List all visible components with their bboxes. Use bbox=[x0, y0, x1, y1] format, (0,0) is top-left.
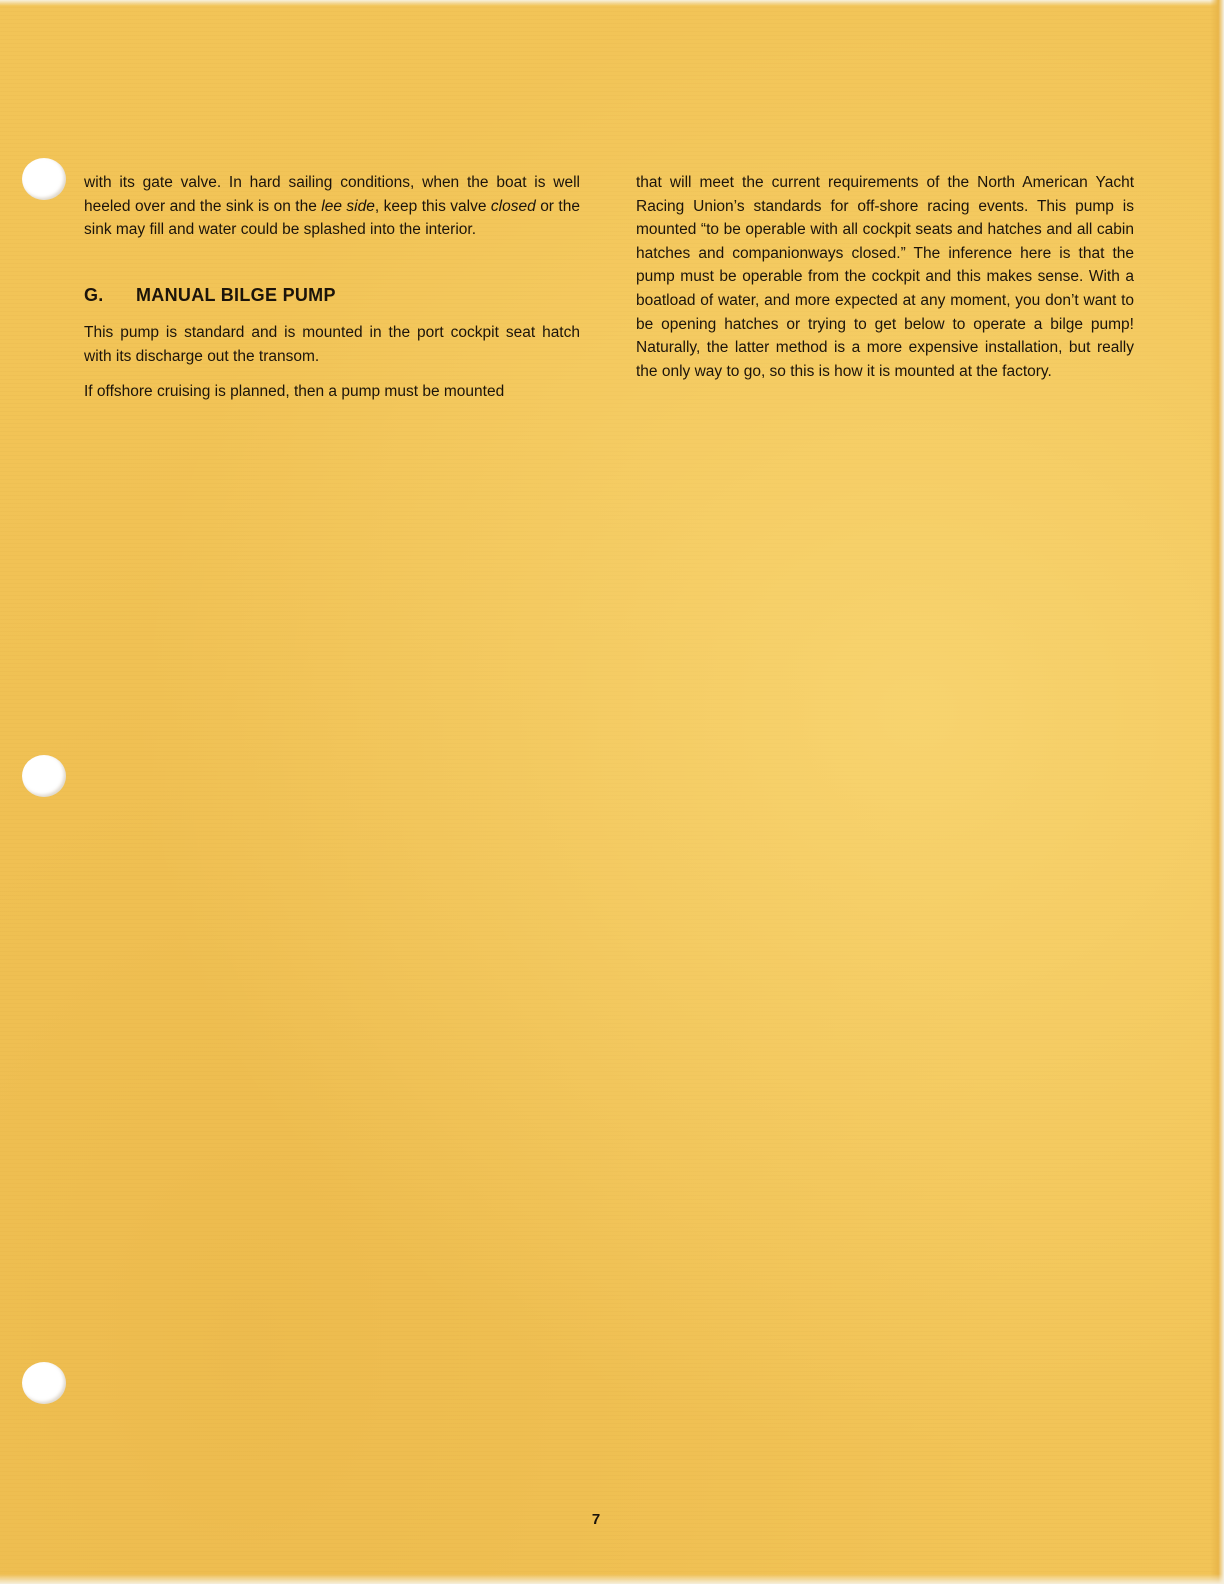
section-title: MANUAL BILGE PUMP bbox=[136, 284, 336, 305]
paragraph-text: , keep this valve bbox=[374, 197, 491, 215]
emphasis-lee-side: lee side bbox=[321, 197, 375, 215]
requirements-paragraph: that will meet the current requirements of the North American Yacht Racing Union’s standards for off-shore racing events. This pump is mounted “to be operable with all cockpit seats and hatches and all cabin hatches and companionways closed.” The inference here is that the pump must be operable from the cockpit and this makes sense. With a boatload of water, and more expected at any moment, you don’t want to be opening hatches or trying to get below to operate a bilge pump! Naturally, the latter method is a more expensive installation, but really the only way to go, so this is how it is mounted at the factory. bbox=[636, 174, 1134, 380]
binder-hole-middle bbox=[22, 755, 66, 797]
continued-paragraph bbox=[84, 171, 580, 242]
page-top-edge bbox=[0, 0, 1224, 6]
page-number: 7 bbox=[591, 1511, 601, 1528]
paragraph-text: or the sink may fill and water could be splashed into the interior. bbox=[84, 197, 580, 239]
section-number: G. bbox=[84, 284, 104, 305]
section-heading bbox=[84, 284, 580, 308]
right-column bbox=[636, 171, 1134, 383]
offshore-paragraph: If offshore cruising is planned, then a pump must be mounted bbox=[84, 382, 505, 400]
binder-hole-bottom bbox=[22, 1362, 66, 1404]
binder-hole-top bbox=[22, 158, 66, 200]
emphasis-closed: closed bbox=[490, 197, 536, 215]
page-bottom-edge bbox=[0, 1574, 1224, 1584]
paragraph-text: with its gate valve. In hard sailing conditions, when the boat is well heeled over and the sink is on the bbox=[84, 174, 580, 215]
page-right-edge bbox=[1210, 0, 1224, 1584]
left-column bbox=[84, 171, 580, 403]
bilge-pump-paragraph: This pump is standard and is mounted in the port cockpit seat hatch with its discharge out the transom. bbox=[84, 324, 580, 365]
